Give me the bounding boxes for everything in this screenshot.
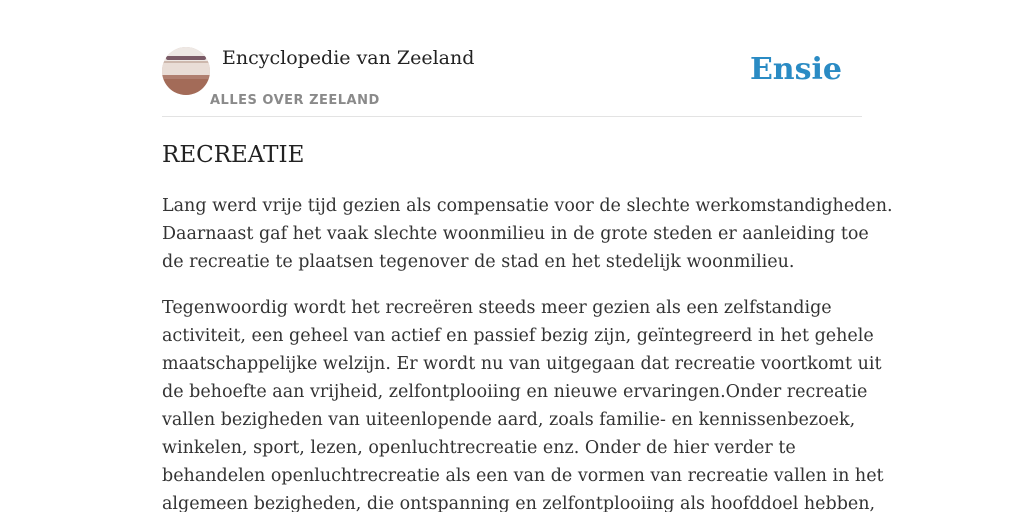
text-line: Tegenwoordig wordt het recreëren steeds meer gezien als een zelfstandige xyxy=(162,298,832,318)
site-header xyxy=(162,0,862,117)
text-line: vallen bezigheden van uiteenlopende aard, zoals familie- en kennissenbezoek, xyxy=(162,410,856,430)
article-paragraph xyxy=(162,192,893,276)
site-subtitle: ALLES OVER ZEELAND xyxy=(210,93,380,108)
site-avatar[interactable] xyxy=(162,47,210,95)
site-title[interactable]: Encyclopedie van Zeeland xyxy=(222,47,475,69)
text-line: de recreatie te plaatsen tegenover de stad en het stedelijk woonmilieu. xyxy=(162,252,795,272)
text-line: de behoefte aan vrijheid, zelfontplooiing en nieuwe ervaringen.Onder recreatie xyxy=(162,382,868,402)
article-body xyxy=(162,192,893,512)
text-line: Daarnaast gaf het vaak slechte woonmilieu in de grote steden er aanleiding toe xyxy=(162,224,869,244)
text-line: Lang werd vrije tijd gezien als compensatie voor de slechte werkomstandigheden. xyxy=(162,196,893,216)
ensie-logo[interactable]: Ensie xyxy=(749,52,842,87)
text-line: activiteit, een geheel van actief en passief bezig zijn, geïntegreerd in het gehele xyxy=(162,326,874,346)
text-line: behandelen openluchtrecreatie als een van de vormen van recreatie vallen in het xyxy=(162,466,884,486)
article-title: RECREATIE xyxy=(162,142,305,168)
article-paragraph xyxy=(162,294,884,512)
text-line: winkelen, sport, lezen, openluchtrecreatie enz. Onder de hier verder te xyxy=(162,438,796,458)
text-line: maatschappelijke welzijn. Er wordt nu van uitgegaan dat recreatie voortkomt uit xyxy=(162,354,882,374)
text-line: algemeen bezigheden, die ontspanning en zelfontplooiing als hoofddoel hebben, xyxy=(162,494,876,512)
